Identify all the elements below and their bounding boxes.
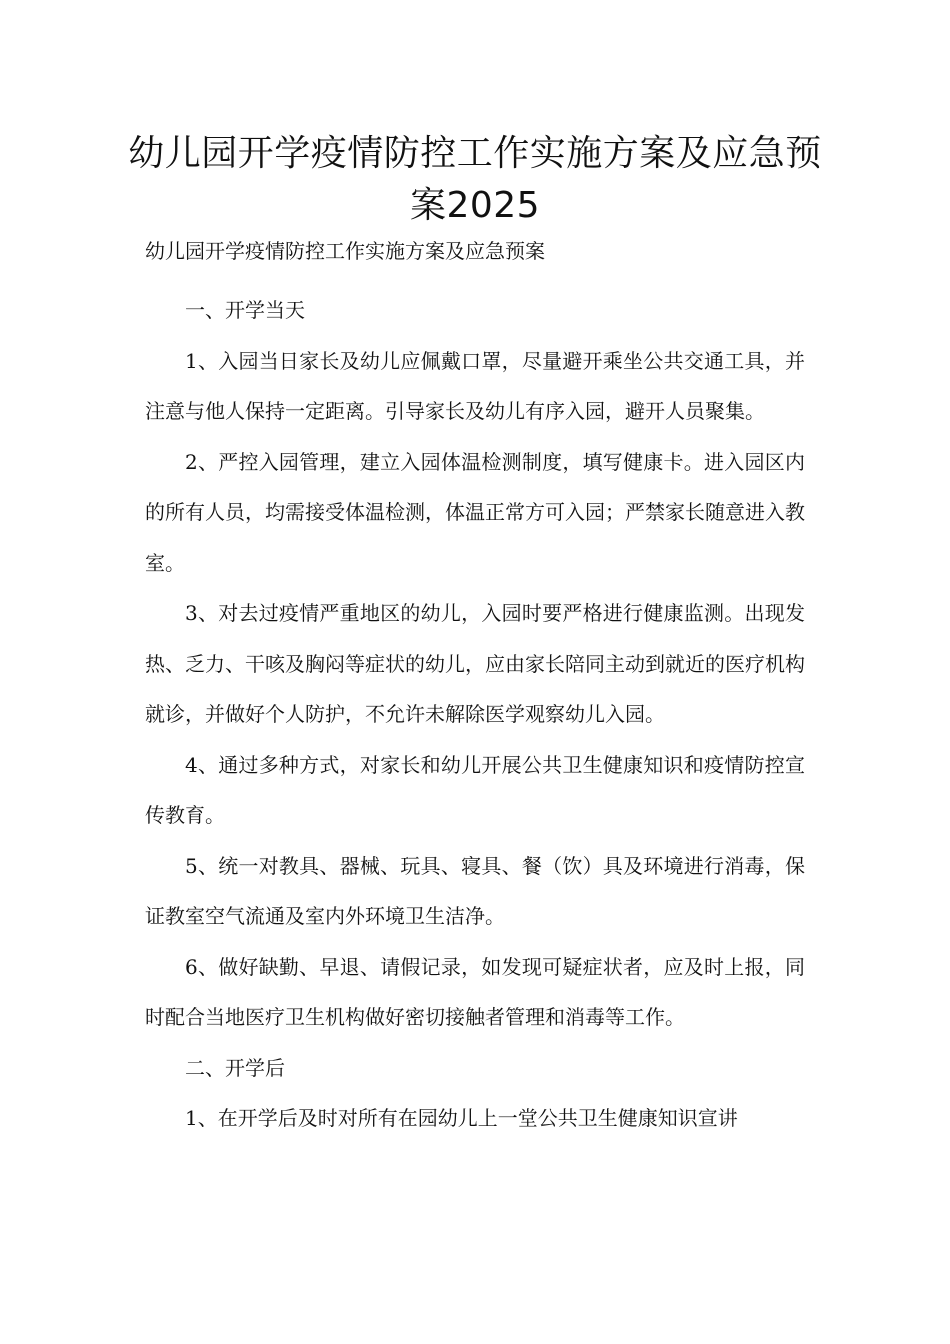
section-heading-opening-day: 一、开学当天 [185, 298, 305, 322]
document-subtitle: 幼儿园开学疫情防控工作实施方案及应急预案 [145, 239, 545, 263]
document-title: 幼儿园开学疫情防控工作实施方案及应急预案2025 [128, 133, 822, 226]
paragraph: 6、做好缺勤、早退、请假记录，如发现可疑症状者，应及时上报，同时配合当地医疗卫生机构做好密切接触者管理和消毒等工作。 [145, 954, 805, 1029]
paragraph: 2、严控入园管理，建立入园体温检测制度，填写健康卡。进入园区内的所有人员，均需接受体温检测，体温正常方可入园；严禁家长随意进入教室。 [145, 449, 805, 575]
section-heading-after-opening: 二、开学后 [185, 1055, 285, 1080]
paragraph: 3、对去过疫情严重地区的幼儿，入园时要严格进行健康监测。出现发热、乏力、干咳及胸闷等症状的幼儿，应由家长陪同主动到就近的医疗机构就诊，并做好个人防护，不允许未解除医学观察幼儿入园。 [145, 601, 805, 726]
paragraph: 1、在开学后及时对所有在园幼儿上一堂公共卫生健康知识宣讲 [185, 1106, 738, 1130]
paragraph: 5、统一对教具、器械、玩具、寝具、餐（饮）具及环境进行消毒，保证教室空气流通及室内外环境卫生洁净。 [145, 853, 805, 928]
document-body [145, 285, 805, 1144]
paragraph: 1、入园当日家长及幼儿应佩戴口罩，尽量避开乘坐公共交通工具，并注意与他人保持一定距离。引导家长及幼儿有序入园，避开人员聚集。 [145, 348, 805, 423]
paragraph: 4、通过多种方式，对家长和幼儿开展公共卫生健康知识和疫情防控宣传教育。 [145, 752, 805, 827]
